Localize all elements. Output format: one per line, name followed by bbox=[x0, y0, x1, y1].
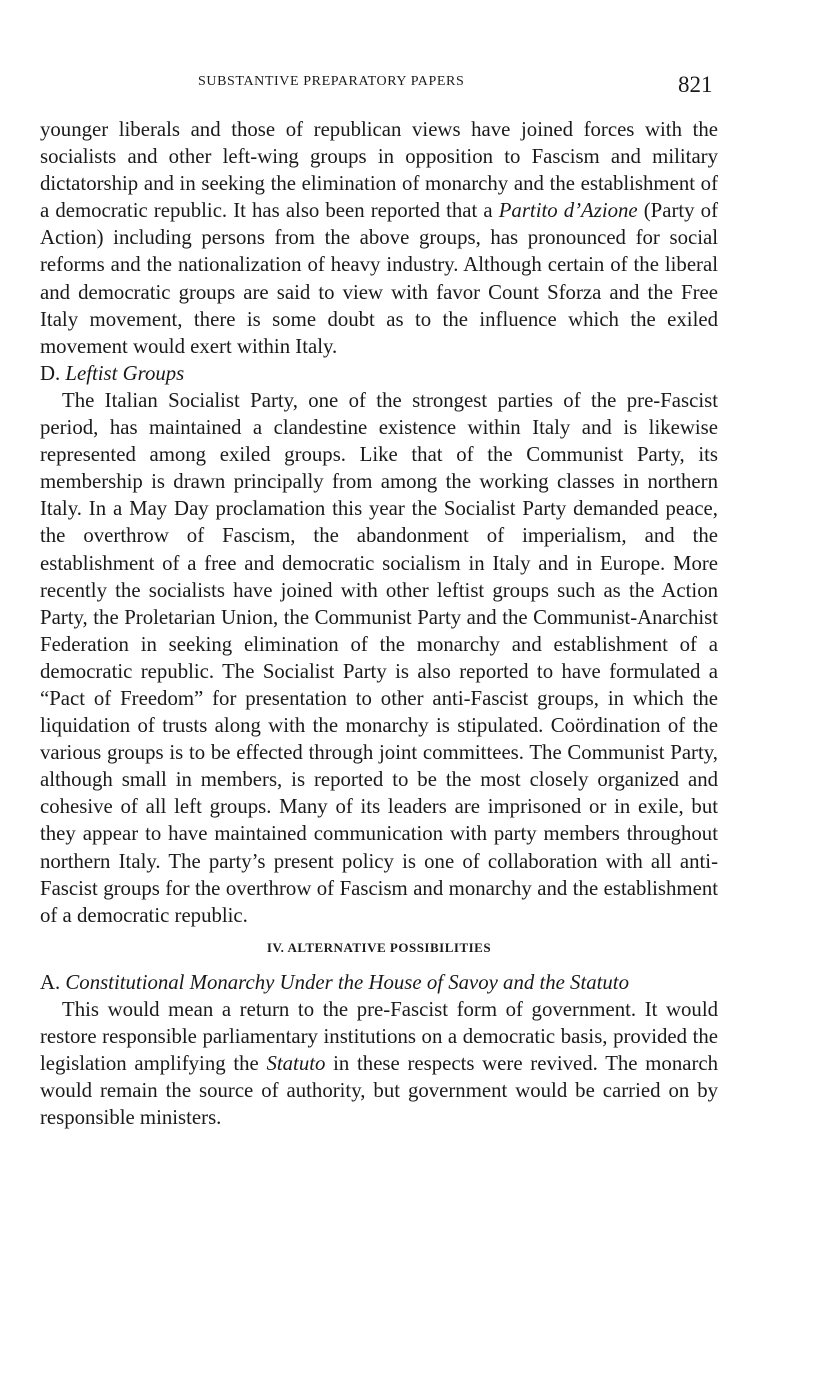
paragraph-continued: younger liberals and those of republican views have joined forces with the socialists and other left-wing groups in opposition to Fascism and military dictatorship and in seeking the elimination of monarchy and the establishment of a democratic republic. It has also been reported that a Partito d’Azione (Party of Action) including persons from the above groups, has pronounced for social reforms and the nationalization of heavy industry. Although certain of the liberal and democratic groups are said to view with favor Count Sforza and the Free Italy movement, there is some doubt as to the influence which the exiled movement would exert within Italy. bbox=[40, 118, 718, 358]
paragraph-leftist-groups: The Italian Socialist Party, one of the strongest parties of the pre-Fascist period, has maintained a clandestine existence within Italy and is likewise represented among exiled groups. Like that of the Communist Party, its membership is drawn principally from among the working classes in northern Italy. In a May Day proclamation this year the Socialist Party demanded peace, the overthrow of Fascism, the abandonment of imperialism, and the establishment of a free and democratic socialism in Italy and in Europe. More recently the socialists have joined with other leftist groups such as the Action Party, the Proletarian Union, the Communist Party and the Communist-Anarchist Federation in seeking elimination of the monarchy and establishment of a democratic republic. The Socialist Party is also reported to have formulated a “Pact of Freedom” for presentation to other anti-Fascist groups, in which the liquidation of trusts along with the monarchy is stipulated. Coördination of the various groups is to be effected through joint committees. The Communist Party, although small in members, is reported to be the most closely organized and cohesive of all left groups. Many of its leaders are imprisoned or in exile, but they appear to have maintained communication with party members throughout northern Italy. The party’s present policy is one of collaboration with all anti-Fascist groups for the overthrow of Fascism and monarchy and the establishment of a democratic republic. bbox=[40, 388, 718, 927]
subsection-label: D. bbox=[40, 361, 61, 385]
paragraph-constitutional-monarchy: This would mean a return to the pre-Fascist form of government. It would restore responsible parliamentary institutions on a democratic basis, provided the legislation amplifying the Statuto in these respects were revived. The monarch would remain the source of authority, but government would be carried on by responsible ministers. bbox=[40, 997, 719, 1130]
subsection-heading-a bbox=[40, 969, 718, 996]
page-number: 821 bbox=[678, 72, 713, 97]
running-header bbox=[0, 70, 824, 106]
running-title: SUBSTANTIVE PREPARATORY PAPERS bbox=[198, 74, 465, 89]
italic-term: Partito d’Azione bbox=[498, 199, 638, 223]
italic-term: Statuto bbox=[266, 1052, 326, 1076]
section-heading-iv: IV. ALTERNATIVE POSSIBILITIES bbox=[266, 939, 492, 955]
subsection-label: A. bbox=[40, 970, 61, 994]
subsection-heading-d bbox=[40, 360, 718, 387]
subsection-title: Constitutional Monarchy Under the House of Savoy and the Statuto bbox=[65, 970, 629, 994]
subsection-title: Leftist Groups bbox=[65, 361, 185, 385]
body-text bbox=[40, 116, 718, 1131]
